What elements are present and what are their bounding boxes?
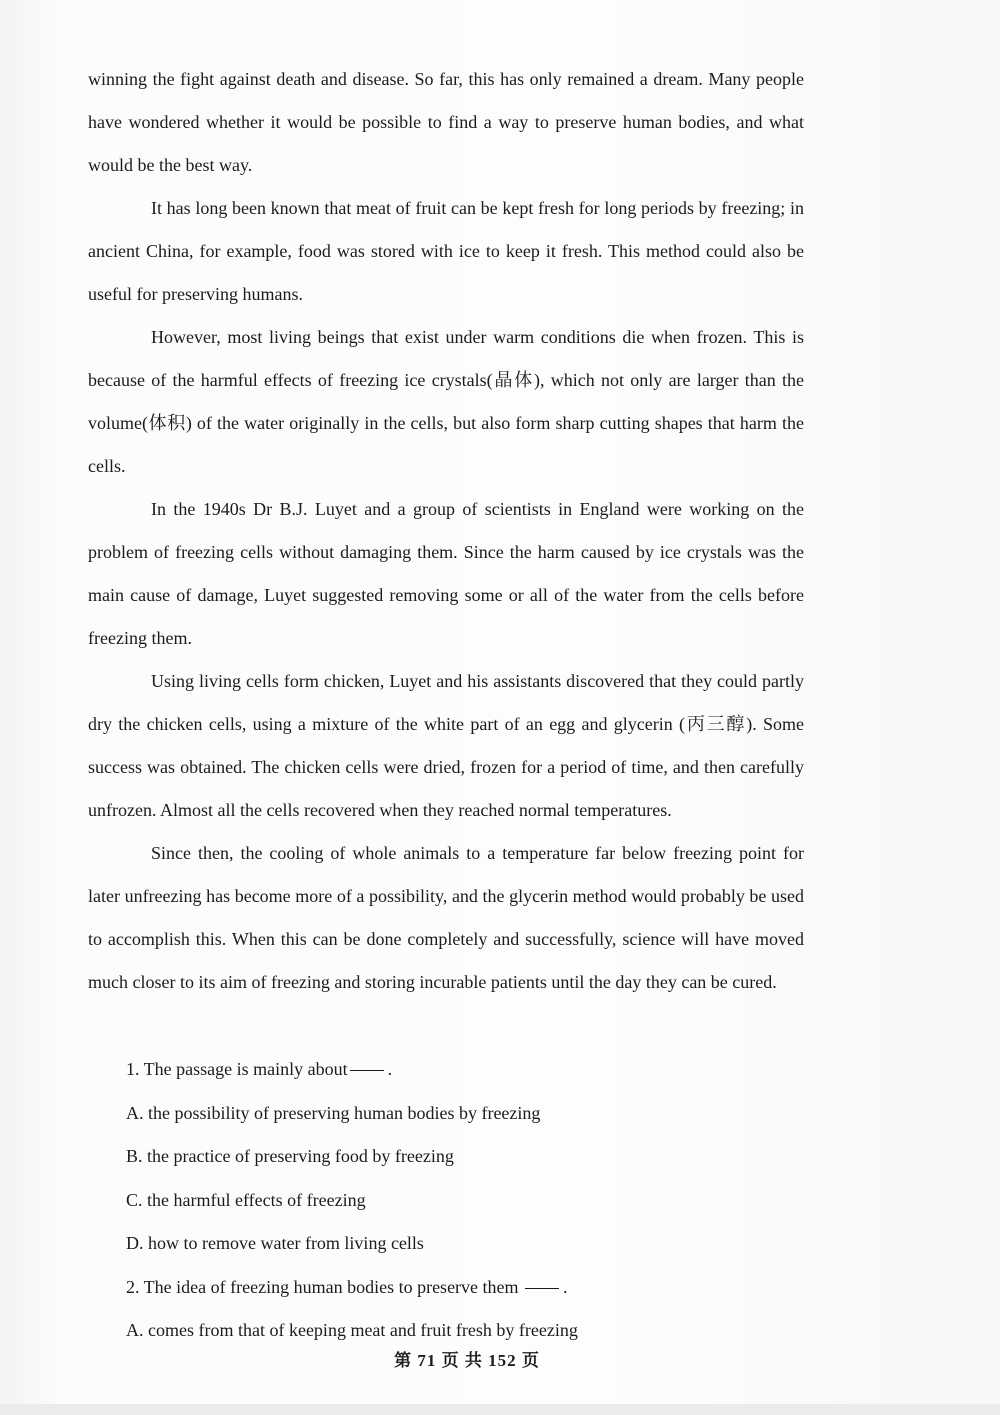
- paragraph-5: Using living cells form chicken, Luyet and his assistants discovered that they could partly dry the chicken cells, using a mixture of the white part of an egg and glycerin (丙三醇). Some success was obtained. The chicken cells were dried, frozen for a period of time, and then carefully unfrozen. Almost all the cells recovered when they reached normal temperatures.: [88, 671, 804, 820]
- answer-blank: [525, 1287, 559, 1289]
- paragraph-1: winning the fight against death and disease. So far, this has only remained a dream. Many people have wondered whether it would be possible to find a way to preserve human bodies, and what would be the best way.: [88, 69, 804, 175]
- answer-blank: [350, 1069, 384, 1071]
- question-2-end: .: [563, 1276, 568, 1297]
- page-number-footer: 第 71 页 共 152 页: [394, 1351, 540, 1370]
- page-edge-strip: [0, 1404, 1000, 1415]
- question-1-option-d: D. how to remove water from living cells: [126, 1233, 424, 1253]
- questions: [126, 1048, 806, 1353]
- question-1-option-a: A. the possibility of preserving human bodies by freezing: [126, 1102, 541, 1123]
- question-1-option-b: B. the practice of preserving food by freezing: [126, 1146, 454, 1166]
- question-2-option-a: A. comes from that of keeping meat and fruit fresh by freezing: [126, 1320, 578, 1340]
- paragraph-4: In the 1940s Dr B.J. Luyet and a group of scientists in England were working on the problem of freezing cells without damaging them. Since the harm caused by ice crystals was the main cause of damage, Luyet suggested removing some or all of the water from the cells before freezing them.: [88, 499, 804, 648]
- paragraph-6: Since then, the cooling of whole animals to a temperature far below freezing point for later unfreezing has become more of a possibility, and the glycerin method would probably be used to accomplish this. When this can be done completely and successfully, science will have moved much closer to its aim of freezing and storing incurable patients until the day they can be cured.: [88, 843, 804, 992]
- question-1-option-c: C. the harmful effects of freezing: [126, 1189, 366, 1210]
- question-1-stem: [126, 1048, 806, 1092]
- question-2-text: 2. The idea of freezing human bodies to preserve them: [126, 1276, 519, 1297]
- paragraph-3: However, most living beings that exist under warm conditions die when frozen. This is because of the harmful effects of freezing ice crystals(晶体), which not only are larger than the volume(体积) of the water originally in the cells, but also form sharp cutting shapes that harm the cells.: [88, 327, 804, 476]
- question-1-text: 1. The passage is mainly about: [126, 1059, 348, 1079]
- passage: [88, 58, 804, 1004]
- question-2-stem: [126, 1266, 806, 1310]
- paragraph-2: It has long been known that meat of fruit can be kept fresh for long periods by freezing; in ancient China, for example, food was stored with ice to keep it fresh. This method could also be useful for preserving humans.: [88, 198, 804, 304]
- question-1-end: .: [387, 1059, 393, 1079]
